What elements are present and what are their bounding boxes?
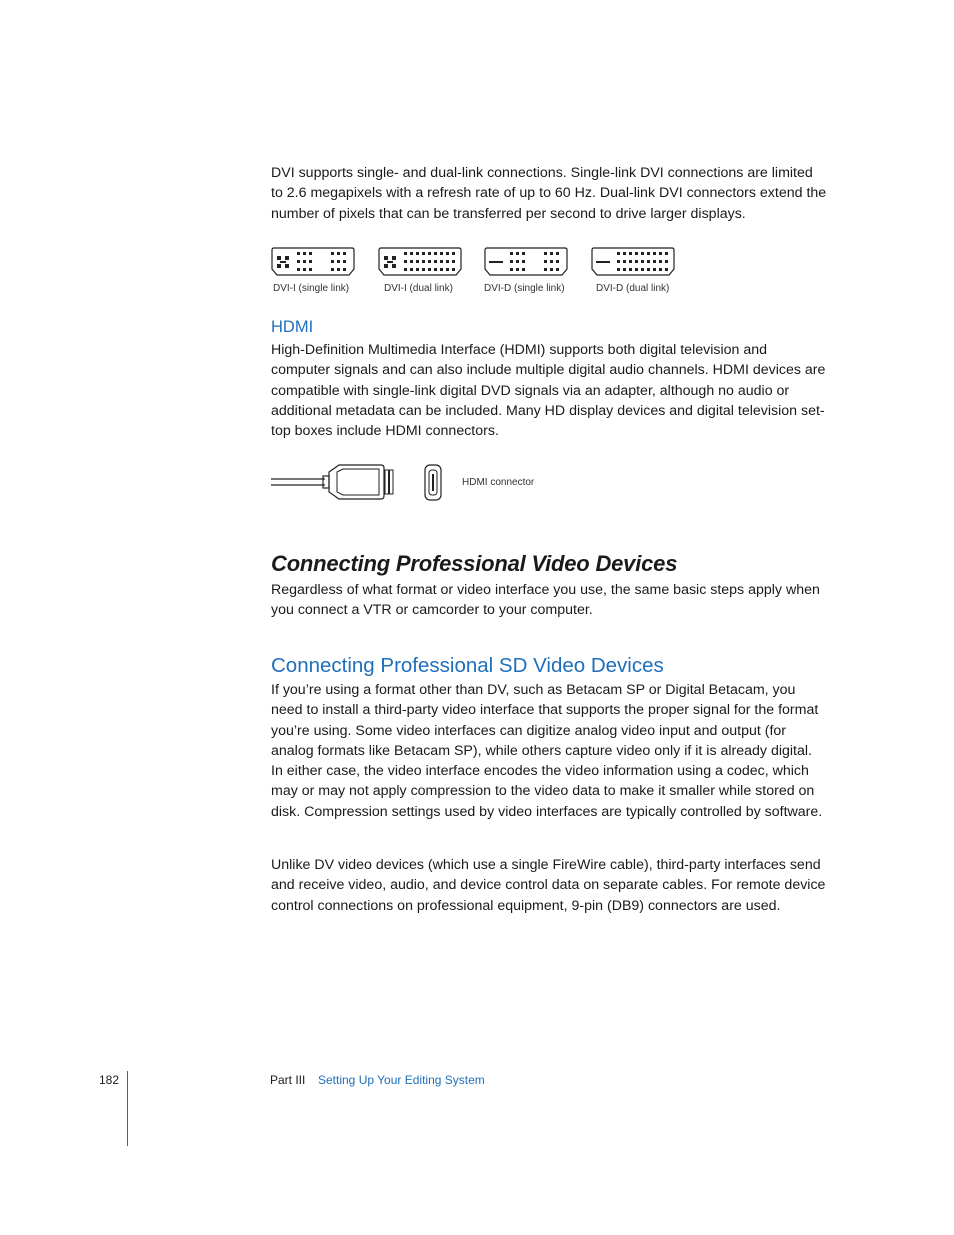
hdmi-connector-caption: HDMI connector (462, 477, 535, 488)
section-heading: Connecting Professional Video Devices (271, 551, 678, 576)
hdmi-paragraph: High-Definition Multimedia Interface (HDMI) supports both digital television and computer signals and can also include multiple digital audio channels. HDMI devices are compatible with single-link digital DVD signals via an adapter, although no audio or additional metadata can be included. Many HD display devices and digital television set-top boxes include HDMI connectors. (271, 342, 826, 440)
page-number: 182 (99, 1073, 120, 1087)
intro-paragraph: DVI supports single- and dual-link connections. Single-link DVI connections are limited to 2.6 megapixels with a refresh rate of up to 60 Hz. Dual-link DVI connectors extend the number of pixels that can be transferred per second to drive larger displays. (271, 165, 827, 222)
dvi-d-single-link-icon (484, 247, 568, 276)
subsection-heading: Connecting Professional SD Video Devices (271, 654, 664, 677)
subsection-paragraph-1: If you’re using a format other than DV, such as Betacam SP or Digital Betacam, you need to install a third-party video interface that supports the proper signal for the format you’re using. Some video interfaces can digitize analog video input and output (for analog formats like Betacam SP), while others capture video only if it is already digital. In either case, the video interface encodes the video information using a codec, which may or may not apply compression to the video data to make it smaller while stored on disk. Compression settings used by video interfaces are typically controlled by software. (271, 682, 823, 820)
dvi-i-dual-link-caption: DVI-I (dual link) (384, 283, 453, 294)
dvi-d-dual-link-caption: DVI-D (dual link) (596, 283, 670, 294)
dvi-i-single-link-caption: DVI-I (single link) (273, 283, 350, 294)
dvi-d-single-link-caption: DVI-D (single link) (484, 283, 565, 294)
footer-divider (127, 1071, 128, 1146)
section-paragraph: Regardless of what format or video interface you use, the same basic steps apply when you connect a VTR or camcorder to your computer. (271, 582, 820, 619)
dvi-i-dual-link-icon (378, 247, 462, 276)
hdmi-connector-icon (271, 462, 451, 502)
hdmi-heading: HDMI (271, 318, 314, 336)
footer-part-label: Part III (270, 1073, 306, 1087)
footer-part-title: Setting Up Your Editing System (318, 1073, 485, 1087)
dvi-d-dual-link-icon (591, 247, 675, 276)
subsection-paragraph-2: Unlike DV video devices (which use a single FireWire cable), third-party interfaces send and receive video, audio, and device control data on separate cables. For remote device control connections on professional equipment, 9-pin (DB9) connectors are used. (271, 857, 826, 914)
dvi-i-single-link-icon (271, 247, 355, 276)
